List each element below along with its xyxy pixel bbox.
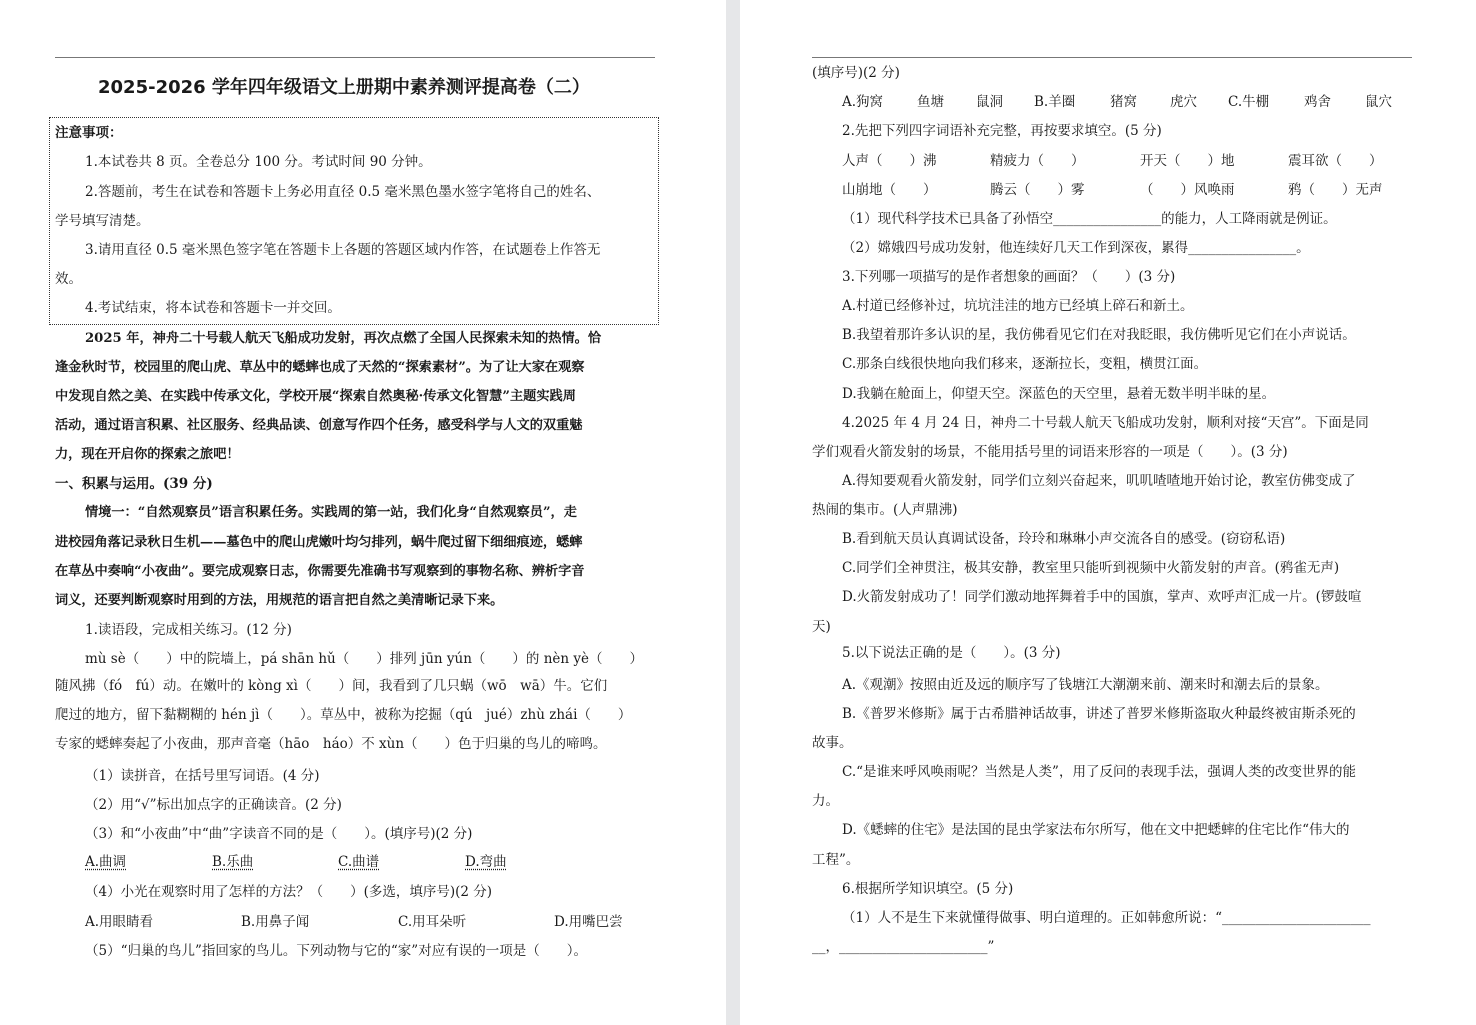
sub-question: __，______________________” bbox=[812, 939, 995, 955]
option: C.“是谁来呼风唤雨呢？当然是人类”，用了反问的表现手法，强调人类的改变世界的能 bbox=[842, 764, 1356, 780]
option: 工程”。 bbox=[812, 852, 860, 868]
option: D.我躺在舱面上，仰望天空。深蓝色的天空里，悬着无数半明半昧的星。 bbox=[842, 386, 1276, 402]
option: B.我望着那许多认识的星，我仿佛看见它们在对我眨眼，我仿佛听见它们在小声说话。 bbox=[842, 327, 1356, 343]
scenario-line: 词义，还要判断观察时用到的方法，用规范的语言把自然之美清晰记录下来。 bbox=[55, 593, 504, 608]
sub-question: （2）嫦娥四号成功发射，他连续好几天工作到深夜，累得________________。 bbox=[842, 240, 1310, 256]
option: B.看到航天员认真调试设备，玲玲和琳琳小声交流各自的感受。(窃窃私语) bbox=[842, 531, 1286, 547]
option: A.《观潮》按照由近及远的顺序写了钱塘江大潮潮来前、潮来时和潮去后的景象。 bbox=[842, 677, 1329, 693]
option: D.火箭发射成功了！同学们激动地挥舞着手中的国旗，掌声、欢呼声汇成一片。(锣鼓喧 bbox=[842, 589, 1362, 605]
idiom-blank: 人声（ ）沸 bbox=[842, 153, 937, 169]
option: B.乐曲 bbox=[212, 854, 254, 870]
question-2: 2.先把下列四字词语补充完整，再按要求填空。(5 分) bbox=[842, 123, 1162, 139]
option: 热闹的集市。(人声鼎沸) bbox=[812, 502, 958, 518]
question-4: 学们观看火箭发射的场景，不能用括号里的词语来形容的一项是（ ）。(3 分) bbox=[812, 444, 1288, 460]
sub-question: （4）小光在观察时用了怎样的方法？（ ）(多选，填序号)(2 分) bbox=[85, 884, 493, 900]
top-rule bbox=[812, 57, 1412, 58]
intro-line: 逢金秋时节，校园里的爬山虎、草丛中的蟋蟀也成了天然的“探索素材”。为了让大家在观察 bbox=[55, 360, 585, 375]
notice-line: 3.请用直径 0.5 毫米黑色签字笔在答题卡上各题的答题区域内作答，在试题卷上作答无 bbox=[85, 242, 601, 258]
intro-line: 中发现自然之美、在实践中传承文化，学校开展“探索自然奥秘·传承文化智慧”主题实践周 bbox=[55, 389, 576, 404]
notice-line: 效。 bbox=[55, 271, 82, 287]
option: C.那条白线很快地向我们移来，逐渐拉长，变粗，横贯江面。 bbox=[842, 356, 1208, 372]
passage-line: 爬过的地方，留下黏糊糊的 hén jì（ ）。草丛中，被称为挖掘（qú jué）zhù zhái（ ） bbox=[55, 707, 632, 723]
page-title: 2025-2026 学年四年级语文上册期中素养测评提高卷（二） bbox=[98, 77, 590, 98]
idiom-blank: 开天（ ）地 bbox=[1140, 153, 1235, 169]
notice-line: 2.答题前，考生在试卷和答题卡上务必用直径 0.5 毫米黑色墨水签字笔将自己的姓名、 bbox=[85, 184, 601, 200]
continued-text: (填序号)(2 分) bbox=[812, 65, 900, 81]
idiom-blank: 鸦（ ）无声 bbox=[1288, 182, 1383, 198]
option: 力。 bbox=[812, 793, 839, 809]
left-page bbox=[0, 0, 726, 1025]
option: A.曲调 bbox=[85, 854, 127, 870]
idiom-blank: 精疲力（ ） bbox=[990, 153, 1085, 169]
scenario-line: 在草丛中奏响“小夜曲”。要完成观察日志，你需要先准确书写观察到的事物名称、辨析字音 bbox=[55, 564, 585, 579]
notice-line: 1.本试卷共 8 页。全卷总分 100 分。考试时间 90 分钟。 bbox=[85, 154, 432, 170]
idiom-blank: （ ）风唤雨 bbox=[1140, 182, 1235, 198]
page-gutter bbox=[726, 0, 740, 1025]
option: C.曲谱 bbox=[338, 854, 380, 870]
sub-question: （1）读拼音，在括号里写词语。(4 分) bbox=[85, 768, 320, 784]
passage-line: 随风拂（fó fú）动。在嫩叶的 kòng xì（ ）间，我看到了几只蜗（wō wā）牛。它们 bbox=[55, 678, 608, 694]
question-6: 6.根据所学知识填空。(5 分) bbox=[842, 881, 1014, 897]
idiom-blank: 腾云（ ）雾 bbox=[990, 182, 1085, 198]
top-rule bbox=[55, 57, 655, 58]
option: 猪窝 bbox=[1110, 94, 1137, 110]
notice-line: 4.考试结束，将本试卷和答题卡一并交回。 bbox=[85, 300, 341, 316]
option: D.《蟋蟀的住宅》是法国的昆虫学家法布尔所写，他在文中把蟋蟀的住宅比作“伟大的 bbox=[842, 822, 1350, 838]
option: A.用眼睛看 bbox=[85, 914, 154, 930]
option: 鱼塘 bbox=[917, 94, 944, 110]
option: B.《普罗米修斯》属于古希腊神话故事，讲述了普罗米修斯盗取火种最终被宙斯杀死的 bbox=[842, 706, 1356, 722]
scenario-line: 情境一：“自然观察员”语言积累任务。实践周的第一站，我们化身“自然观察员”，走 bbox=[85, 505, 577, 520]
question-5: 5.以下说法正确的是（ ）。(3 分) bbox=[842, 645, 1061, 661]
sub-question: （1）人不是生下来就懂得做事、明白道理的。正如韩愈所说：“______________________ bbox=[842, 910, 1371, 926]
option: C.同学们全神贯注，极其安静，教室里只能听到视频中火箭发射的声音。(鸦雀无声) bbox=[842, 560, 1340, 576]
option: 天) bbox=[812, 619, 831, 635]
passage-line: 专家的蟋蟀奏起了小夜曲，那声音毫（hāo háo）不 xùn（ ）色于归巢的鸟儿的啼鸣。 bbox=[55, 736, 607, 752]
question-3: 3.下列哪一项描写的是作者想象的画面？（ ）(3 分) bbox=[842, 269, 1176, 285]
right-page bbox=[740, 0, 1476, 1025]
intro-line: 力，现在开启你的探索之旅吧！ bbox=[55, 447, 240, 462]
section-heading: 一、积累与运用。(39 分) bbox=[55, 476, 213, 492]
option: 鼠穴 bbox=[1365, 94, 1392, 110]
option: D.弯曲 bbox=[465, 854, 507, 870]
sub-question: （5）“归巢的鸟儿”指回家的鸟儿。下列动物与它的“家”对应有误的一项是（ ）。 bbox=[85, 943, 587, 959]
option: B.用鼻子闻 bbox=[241, 914, 310, 930]
sub-question: （1）现代科学技术已具备了孙悟空________________的能力，人工降雨就是例证。 bbox=[842, 211, 1337, 227]
option: A.得知要观看火箭发射，同学们立刻兴奋起来，叽叽喳喳地开始讨论，教室仿佛变成了 bbox=[842, 473, 1356, 489]
option: 鸡舍 bbox=[1304, 94, 1331, 110]
option: A.狗窝 bbox=[842, 94, 884, 110]
question-4: 4.2025 年 4 月 24 日，神舟二十号载人航天飞船成功发射，顺利对接“天宫”。下面是同 bbox=[842, 415, 1369, 431]
option: 虎穴 bbox=[1170, 94, 1197, 110]
option: C.牛棚 bbox=[1228, 94, 1270, 110]
sub-question: （3）和“小夜曲”中“曲”字读音不同的是（ ）。(填序号)(2 分) bbox=[85, 826, 473, 842]
notice-heading: 注意事项： bbox=[55, 125, 123, 141]
question-1: 1.读语段，完成相关练习。(12 分) bbox=[85, 622, 292, 638]
option: A.村道已经修补过，坑坑洼洼的地方已经填上碎石和新土。 bbox=[842, 298, 1194, 314]
intro-line: 活动，通过语言积累、社区服务、经典品读、创意写作四个任务，感受科学与人文的双重魅 bbox=[55, 418, 583, 433]
idiom-blank: 山崩地（ ） bbox=[842, 182, 937, 198]
passage-line: mù sè（ ）中的院墙上，pá shān hǔ（ ）排列 jūn yún（ ）的 nèn yè（ ） bbox=[85, 651, 643, 667]
option: 故事。 bbox=[812, 735, 853, 751]
option: B.羊圈 bbox=[1034, 94, 1076, 110]
intro-line: 2025 年，神舟二十号载人航天飞船成功发射，再次点燃了全国人民探索未知的热情。恰 bbox=[85, 331, 602, 346]
notice-line: 学号填写清楚。 bbox=[55, 213, 150, 229]
idiom-blank: 震耳欲（ ） bbox=[1288, 153, 1383, 169]
option: C.用耳朵听 bbox=[398, 914, 467, 930]
sub-question: （2）用“√”标出加点字的正确读音。(2 分) bbox=[85, 797, 342, 813]
option: D.用嘴巴尝 bbox=[554, 914, 623, 930]
option: 鼠洞 bbox=[976, 94, 1003, 110]
scenario-line: 进校园角落记录秋日生机——墓色中的爬山虎嫩叶均匀排列，蜗牛爬过留下细细痕迹，蟋蟀 bbox=[55, 535, 583, 550]
